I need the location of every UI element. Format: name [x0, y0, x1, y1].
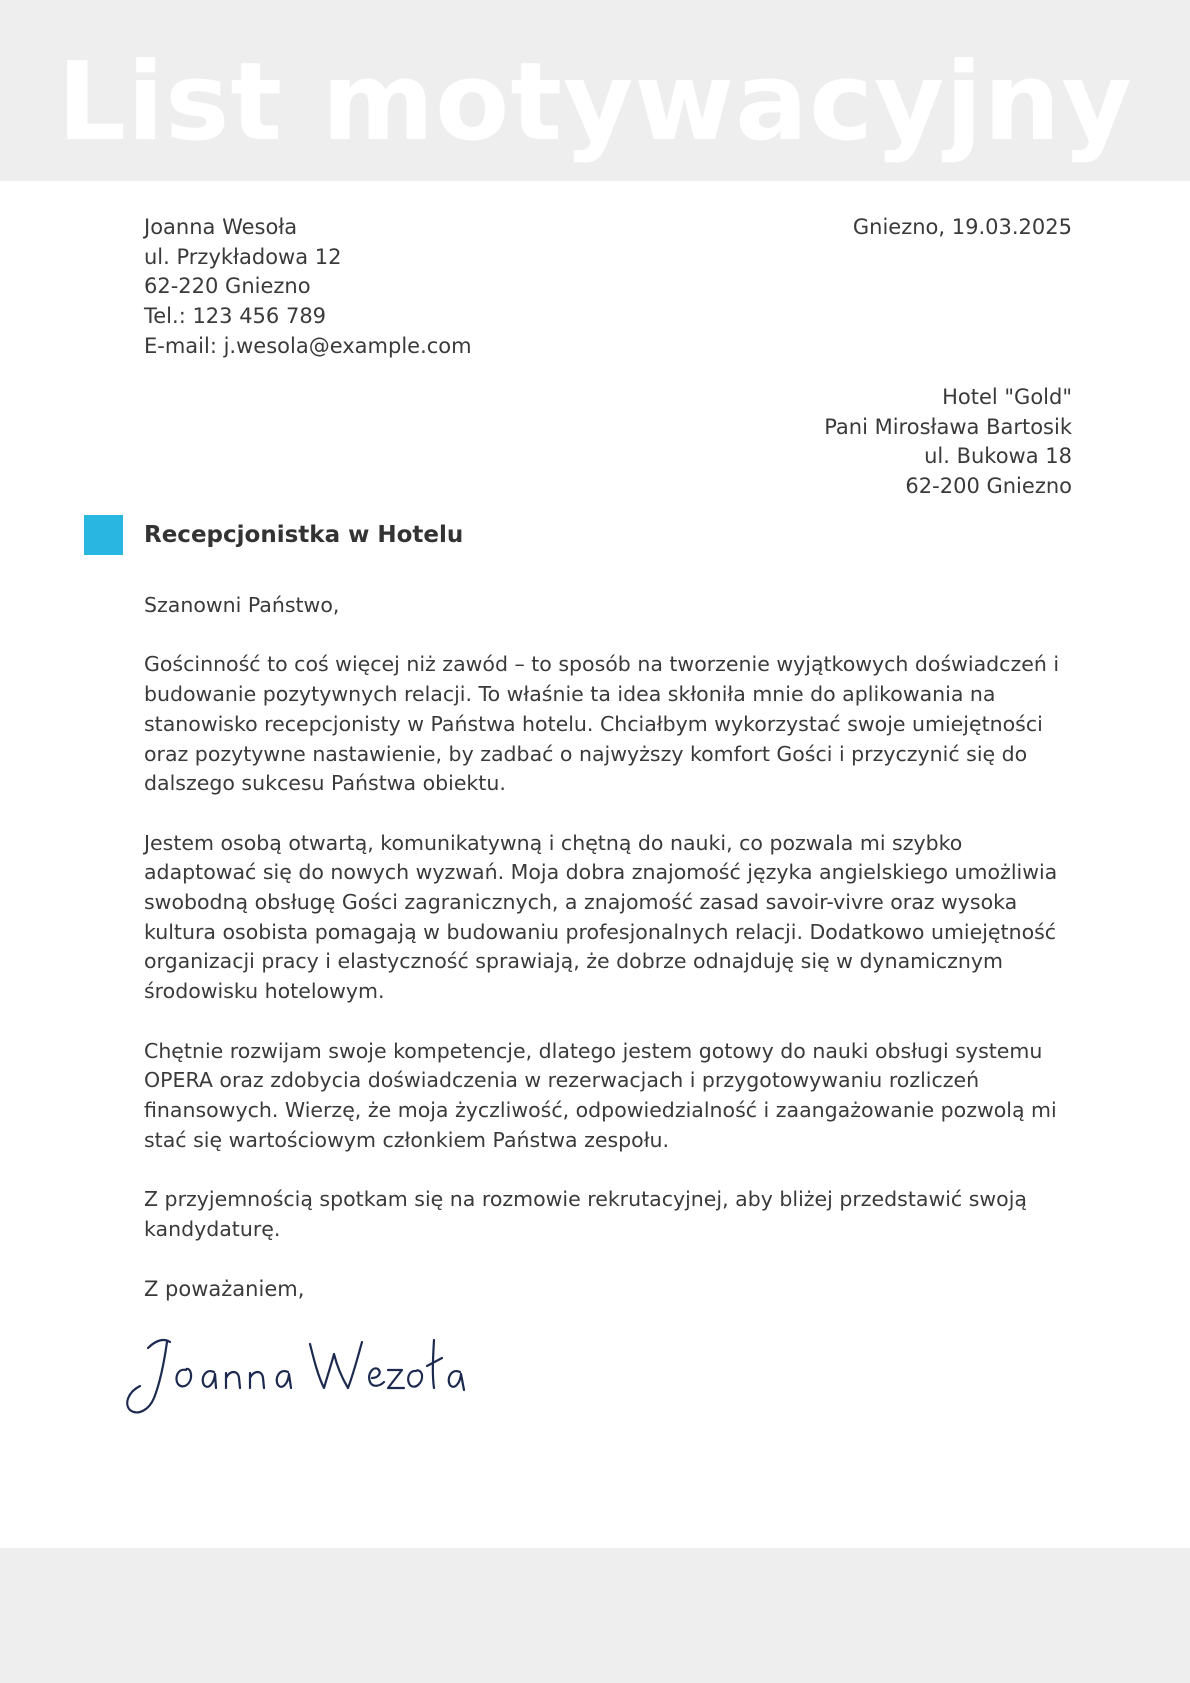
footer-band: [0, 1548, 1190, 1683]
greeting: Szanowni Państwo,: [144, 593, 340, 617]
sender-street: ul. Przykładowa 12: [144, 244, 342, 269]
body-paragraph: Jestem osobą otwartą, komunikatywną i chętną do nauki, co pozwala mi szybko adaptować się do nowych wyzwań. Moja dobra znajomość języka angielskiego umożliwia swobodną obsługę Gości zagranicznych, a znajomość zasad savoir-vivre oraz wysoka kultura osobista pomagają w budowaniu profesjonalnych relacji. Dodatkowo umiejętność organizacji pracy i elastyczność sprawiają, że dobrze odnajduję się w dynamicznym środowisku hotelowym.: [144, 830, 1058, 1004]
recipient-person: Pani Mirosława Bartosik: [824, 414, 1072, 439]
sender-email: E-mail: j.wesola@example.com: [144, 333, 472, 358]
body-paragraph: Chętnie rozwijam swoje kompetencje, dlatego jestem gotowy do nauki obsługi systemu OPERA oraz zdobycia doświadczenia w rezerwacjach i przygotowywaniu rozliczeń finansowych. Wierzę, że moja życzliwość, odpowiedzialność i zaangażowanie pozwolą mi stać się wartościowym członkiem Państwa zespołu.: [144, 1038, 1057, 1152]
closing-phrase: Z poważaniem,: [144, 1277, 305, 1301]
letter-body: [144, 591, 1074, 1274]
accent-square: [84, 515, 123, 555]
sender-phone: Tel.: 123 456 789: [144, 304, 327, 329]
date-text: Gniezno, 19.03.2025: [852, 215, 1072, 239]
letter-subject: Recepcjonistka w Hotelu: [144, 522, 464, 548]
sender-address: [144, 213, 472, 362]
document-title: List motywacyjny: [57, 40, 1133, 165]
sender-name: Joanna Wesoła: [144, 215, 298, 239]
recipient-company: Hotel "Gold": [942, 385, 1072, 409]
recipient-street: ul. Bukowa 18: [924, 444, 1072, 469]
sender-city: 62-220 Gniezno: [144, 274, 311, 299]
recipient-city: 62-200 Gniezno: [905, 474, 1072, 499]
body-paragraph: Gościnność to coś więcej niż zawód – to sposób na tworzenie wyjątkowych doświadczeń i budowanie pozytywnych relacji. To właśnie ta idea skłoniła mnie do aplikowania na stanowisko recepcjonisty w Państwa hotelu. Chciałbym wykorzystać swoje umiejętności oraz pozytywne nastawienie, by zadbać o najwyższy komfort Gości i przyczynić się do dalszego sukcesu Państwa obiektu.: [144, 652, 1060, 796]
body-paragraph: Z przyjemnością spotkam się na rozmowie rekrutacyjnej, aby bliżej przedstawić swoją kandydaturę.: [144, 1187, 1027, 1241]
handwritten-signature: [120, 1318, 480, 1428]
recipient-address: [824, 383, 1072, 502]
letter-date: [853, 213, 1072, 243]
